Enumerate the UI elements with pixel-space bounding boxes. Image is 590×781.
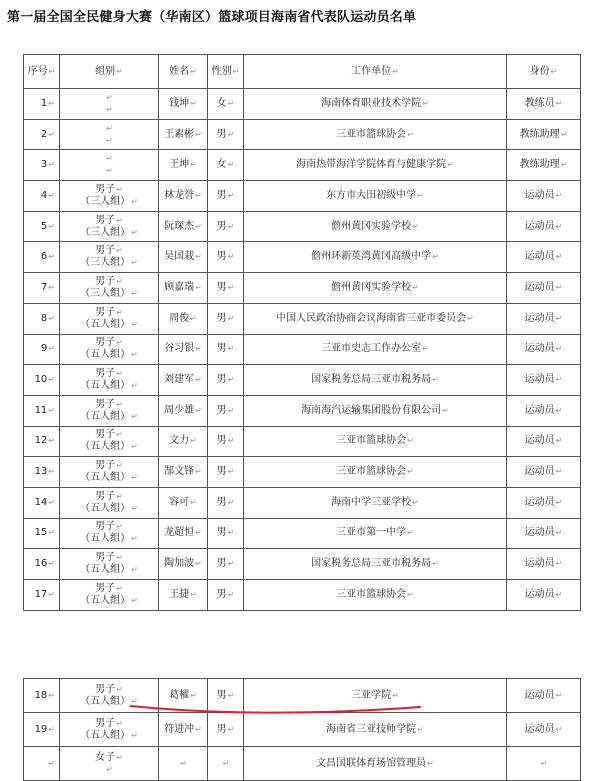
seq-cell-text: 12: [34, 435, 48, 447]
paragraph-mark: ↵: [412, 282, 419, 292]
paragraph-mark: ↵: [555, 375, 563, 385]
unit-cell-text: 海南省三亚技师学院: [326, 723, 417, 735]
group-size: （五人组）: [80, 472, 131, 484]
paragraph-mark: ↵: [432, 375, 439, 385]
role-cell-text: 运动员: [524, 466, 555, 478]
paragraph-mark: ↵: [190, 98, 197, 108]
header-group: 组别↵: [60, 55, 159, 89]
paragraph-mark: ↵: [447, 160, 454, 170]
group-gender: 男子: [95, 214, 116, 226]
unit-cell-text: 三亚学院: [351, 689, 392, 701]
group-size: （三人组）: [80, 257, 131, 269]
paragraph-mark: ↵: [116, 553, 123, 563]
document-title: 第一届全国全民健身大赛（华南区）篮球项目海南省代表队运动员名单: [7, 10, 417, 25]
gender-cell-text: 男: [216, 496, 227, 508]
paragraph-mark: ↵: [227, 497, 235, 507]
paragraph-mark: ↵: [555, 497, 563, 507]
paragraph-mark: ↵: [560, 129, 568, 139]
paragraph-mark: ↵: [407, 589, 414, 599]
group-size: （五人组）: [80, 594, 131, 606]
paragraph-mark: ↵: [555, 252, 563, 262]
group-gender: 男子: [95, 429, 116, 441]
paragraph-mark: ↵: [131, 381, 138, 391]
unit-cell-text: 儋州黄冈实验学校: [331, 281, 412, 293]
paragraph-mark: ↵: [195, 559, 202, 569]
role-cell-text: 运动员: [524, 189, 555, 201]
paragraph-mark: ↵: [555, 467, 563, 477]
paragraph-mark: ↵: [48, 467, 55, 477]
paragraph-mark: ↵: [116, 338, 123, 348]
role-cell-text: 运动员: [524, 558, 555, 570]
role-cell-text: 运动员: [524, 588, 555, 600]
paragraph-mark: ↵: [48, 436, 55, 446]
seq-cell-text: 18: [34, 689, 48, 701]
unit-cell-text: 三亚市第一中学: [336, 527, 407, 539]
role-cell-text: 教练助理: [519, 159, 560, 171]
unit-cell-text: 三亚市篮球协会: [336, 435, 407, 447]
paragraph-mark: ↵: [422, 344, 429, 354]
seq-cell-text: 16: [34, 558, 48, 570]
role-cell-text: 运动员: [524, 374, 555, 386]
group-size: （五人组）: [80, 410, 131, 422]
gender-cell-text: 男: [216, 689, 227, 701]
header-name: 姓名↵: [159, 55, 208, 89]
paragraph-mark: ↵: [427, 758, 434, 768]
seq-cell-text: 9: [40, 343, 48, 355]
seq-cell-text: 3: [40, 159, 48, 171]
name-cell-text: 容可: [169, 496, 190, 508]
unit-cell-text: 儋州黄冈实验学校: [331, 220, 412, 232]
name-cell-text: 刘建军: [164, 374, 195, 386]
paragraph-mark: ↵: [227, 690, 235, 700]
unit-cell-text: 海南体育职业技术学院: [321, 97, 422, 109]
paragraph-mark: ↵: [417, 724, 424, 734]
paragraph-mark: ↵: [392, 690, 399, 700]
paragraph-mark: ↵: [131, 196, 138, 206]
paragraph-mark: ↵: [116, 369, 123, 379]
group-gender: 男子: [95, 521, 116, 533]
paragraph-mark: ↵: [48, 129, 55, 139]
paragraph-mark: ↵: [407, 528, 414, 538]
paragraph-mark: ↵: [131, 442, 138, 452]
paragraph-mark: ↵: [190, 436, 197, 446]
paragraph-mark: ↵: [48, 758, 55, 768]
header-gender: 性别↵: [208, 55, 244, 89]
name-cell-text: 王捷: [169, 588, 190, 600]
paragraph-mark: ↵: [116, 246, 123, 256]
paragraph-mark: ↵: [116, 430, 123, 440]
name-cell-text: 钱坤: [169, 97, 190, 109]
paragraph-mark: ↵: [555, 589, 563, 599]
group-gender: 男子: [95, 683, 116, 695]
paragraph-mark: ↵: [116, 491, 123, 501]
role-cell-text: 教练助理: [519, 128, 560, 140]
paragraph-mark: ↵: [48, 160, 55, 170]
group-gender: 男子: [95, 717, 116, 729]
group-gender: 男子: [95, 460, 116, 472]
gender-cell-text: 男: [216, 251, 227, 263]
gender-cell-text: 女: [216, 97, 227, 109]
group-size: （五人组）: [80, 729, 131, 741]
paragraph-mark: ↵: [116, 718, 123, 728]
paragraph-mark: ↵: [116, 461, 123, 471]
role-cell-text: 运动员: [524, 435, 555, 447]
header-role: 身份↵: [507, 55, 581, 89]
paragraph-mark: ↵: [180, 758, 187, 768]
paragraph-mark: ↵: [116, 399, 123, 409]
paragraph-mark: ↵: [48, 497, 55, 507]
paragraph-mark: ↵: [227, 282, 235, 292]
name-cell-text: 谷习银: [164, 343, 195, 355]
paragraph-mark: ↵: [131, 288, 138, 298]
group-gender: 男子: [95, 183, 116, 195]
paragraph-mark: ↵: [195, 375, 202, 385]
paragraph-mark: ↵: [106, 166, 113, 176]
gender-cell-text: 男: [216, 588, 227, 600]
group-gender: 男子: [95, 275, 116, 287]
gender-cell-text: 男: [216, 723, 227, 735]
seq-cell-text: 10: [34, 374, 48, 386]
paragraph-mark: ↵: [48, 690, 55, 700]
paragraph-mark: ↵: [190, 589, 197, 599]
seq-cell-text: 8: [40, 312, 48, 324]
paragraph-mark: ↵: [195, 221, 202, 231]
paragraph-mark: ↵: [48, 98, 55, 108]
group-gender: 男子: [95, 306, 116, 318]
name-cell-text: 文力: [169, 435, 190, 447]
paragraph-mark: ↵: [555, 98, 563, 108]
unit-cell-text: 国家税务总局三亚市税务局: [311, 558, 432, 570]
seq-cell-text: 15: [34, 527, 48, 539]
paragraph-mark: ↵: [195, 405, 202, 415]
group-size: （五人组）: [80, 695, 131, 707]
paragraph-mark: ↵: [555, 344, 563, 354]
paragraph-mark: ↵: [407, 129, 414, 139]
name-cell-text: 吴国栽: [164, 251, 195, 263]
paragraph-mark: ↵: [190, 690, 197, 700]
role-cell-text: 教练员: [524, 97, 555, 109]
paragraph-mark: ↵: [555, 313, 563, 323]
paragraph-mark: ↵: [227, 129, 235, 139]
paragraph-mark: ↵: [227, 375, 235, 385]
name-cell-text: 林龙誉: [164, 189, 195, 201]
paragraph-mark: ↵: [432, 559, 439, 569]
paragraph-mark: ↵: [442, 405, 449, 415]
paragraph-mark: ↵: [432, 252, 439, 262]
seq-cell-text: 19: [34, 723, 48, 735]
gender-cell-text: 男: [216, 343, 227, 355]
group-gender: 男子: [95, 337, 116, 349]
paragraph-mark: ↵: [412, 497, 419, 507]
paragraph-mark: ↵: [106, 135, 113, 145]
paragraph-mark: ↵: [555, 282, 563, 292]
name-cell-text: 王坤: [169, 159, 190, 171]
name-cell-text: 陶加波: [164, 558, 195, 570]
paragraph-mark: ↵: [131, 730, 138, 740]
name-cell-text: 顾嘉瑞: [164, 281, 195, 293]
group-gender: 男子: [95, 398, 116, 410]
role-cell-text: 运动员: [524, 404, 555, 416]
gender-cell-text: 男: [216, 312, 227, 324]
paragraph-mark: ↵: [227, 221, 235, 231]
paragraph-mark: ↵: [555, 690, 563, 700]
paragraph-mark: ↵: [195, 129, 202, 139]
group-size: （五人组）: [80, 564, 131, 576]
paragraph-mark: ↵: [116, 215, 123, 225]
paragraph-mark: ↵: [555, 559, 563, 569]
group-gender: 男子: [95, 552, 116, 564]
gender-cell-text: 女: [216, 159, 227, 171]
paragraph-mark: ↵: [190, 160, 197, 170]
gender-cell-text: 男: [216, 128, 227, 140]
paragraph-mark: ↵: [106, 764, 113, 774]
group-size: （三人组）: [80, 287, 131, 299]
group-size: （三人组）: [80, 226, 131, 238]
paragraph-mark: ↵: [227, 313, 235, 323]
paragraph-mark: ↵: [407, 436, 414, 446]
paragraph-mark: ↵: [48, 375, 55, 385]
paragraph-mark: ↵: [131, 350, 138, 360]
unit-cell-text: 文昌国联体育场馆管理员: [316, 757, 427, 769]
paragraph-mark: ↵: [227, 724, 235, 734]
paragraph-mark: ↵: [131, 534, 138, 544]
gender-cell-text: 男: [216, 435, 227, 447]
gender-cell-text: 男: [216, 404, 227, 416]
group-size: （五人组）: [80, 441, 131, 453]
paragraph-mark: ↵: [540, 758, 548, 768]
paragraph-mark: ↵: [48, 559, 55, 569]
paragraph-mark: ↵: [555, 190, 563, 200]
paragraph-mark: ↵: [227, 252, 235, 262]
unit-cell-text: 三亚市篮球协会: [336, 128, 407, 140]
unit-cell-text: 东方市大田初级中学: [326, 189, 417, 201]
paragraph-mark: ↵: [106, 104, 113, 114]
paragraph-mark: ↵: [131, 227, 138, 237]
unit-cell-text: 三亚市史志工作办公室: [321, 343, 422, 355]
paragraph-mark: ↵: [116, 184, 123, 194]
seq-cell-text: 7: [40, 281, 48, 293]
paragraph-mark: ↵: [227, 589, 235, 599]
name-cell-text: 郜文锋: [164, 466, 195, 478]
paragraph-mark: ↵: [555, 436, 563, 446]
name-cell-text: 龙超恒: [164, 527, 195, 539]
gender-cell-text: 男: [216, 527, 227, 539]
gender-cell-text: 男: [216, 466, 227, 478]
paragraph-mark: ↵: [227, 559, 235, 569]
unit-cell-text: 中国人民政治协商会议海南省三亚市委员会: [276, 312, 467, 324]
unit-cell-text: 海南热带海洋学院体育与健康学院: [296, 159, 447, 171]
paragraph-mark: ↵: [131, 696, 138, 706]
name-cell-text: 符进冲: [164, 723, 195, 735]
paragraph-mark: ↵: [227, 190, 235, 200]
unit-cell-text: 海南海汽运输集团股份有限公司: [301, 404, 442, 416]
paragraph-mark: ↵: [48, 528, 55, 538]
group-line-2: [60, 764, 158, 776]
paragraph-mark: ↵: [227, 467, 235, 477]
paragraph-mark: ↵: [116, 752, 123, 762]
paragraph-mark: ↵: [48, 313, 55, 323]
unit-cell-text: 儋州环新英湾黄冈高级中学: [311, 251, 432, 263]
group-gender: 男子: [95, 245, 116, 257]
gender-cell-text: 男: [216, 220, 227, 232]
paragraph-mark: ↵: [195, 190, 202, 200]
paragraph-mark: ↵: [106, 123, 113, 133]
paragraph-mark: ↵: [422, 98, 429, 108]
paragraph-mark: ↵: [467, 313, 474, 323]
paragraph-mark: ↵: [116, 307, 123, 317]
paragraph-mark: ↵: [116, 276, 123, 286]
role-cell-text: 运动员: [524, 527, 555, 539]
paragraph-mark: ↵: [195, 528, 202, 538]
paragraph-mark: ↵: [227, 98, 235, 108]
role-cell-text: 运动员: [524, 689, 555, 701]
paragraph-mark: ↵: [48, 405, 55, 415]
paragraph-mark: ↵: [106, 154, 113, 164]
paragraph-mark: ↵: [48, 589, 55, 599]
gender-cell-text: 男: [216, 281, 227, 293]
role-cell-text: 运动员: [524, 343, 555, 355]
name-cell-text: 周俊: [169, 312, 190, 324]
paragraph-mark: ↵: [195, 282, 202, 292]
paragraph-mark: ↵: [195, 344, 202, 354]
group-gender: 男子: [95, 582, 116, 594]
paragraph-mark: ↵: [116, 522, 123, 532]
paragraph-mark: ↵: [48, 252, 55, 262]
paragraph-mark: ↵: [131, 595, 138, 605]
paragraph-mark: ↵: [222, 758, 230, 768]
header-seq: 序号↵: [24, 55, 60, 89]
group-line-1: [60, 752, 158, 764]
paragraph-mark: ↵: [227, 528, 235, 538]
paragraph-mark: ↵: [131, 565, 138, 575]
name-cell-text: 阮琛杰: [164, 220, 195, 232]
gender-cell-text: 男: [216, 374, 227, 386]
name-cell-text: 周少雄: [164, 404, 195, 416]
unit-cell-text: 国家税务总局三亚市税务局: [311, 374, 432, 386]
paragraph-mark: ↵: [48, 282, 55, 292]
seq-cell-text: 13: [34, 466, 48, 478]
group-size: （五人组）: [80, 502, 131, 514]
group-size: （三人组）: [80, 195, 131, 207]
paragraph-mark: ↵: [555, 724, 563, 734]
group-gender: 男子: [95, 368, 116, 380]
group-size: （五人组）: [80, 533, 131, 545]
name-cell-text: 葛櫂: [169, 689, 190, 701]
paragraph-mark: ↵: [131, 473, 138, 483]
paragraph-mark: ↵: [106, 92, 113, 102]
seq-cell-text: 4: [40, 189, 48, 201]
role-cell-text: 运动员: [524, 723, 555, 735]
seq-cell-text: 1: [40, 97, 48, 109]
paragraph-mark: ↵: [560, 160, 568, 170]
gender-cell-text: 男: [216, 558, 227, 570]
name-cell-text: 王素彬: [164, 128, 195, 140]
paragraph-mark: ↵: [190, 497, 197, 507]
paragraph-mark: ↵: [227, 160, 235, 170]
group-gender: 女子: [95, 751, 116, 763]
seq-cell-text: 5: [40, 220, 48, 232]
role-cell-text: 运动员: [524, 496, 555, 508]
paragraph-mark: ↵: [131, 258, 138, 268]
unit-cell-text: 三亚市篮球协会: [336, 588, 407, 600]
paragraph-mark: ↵: [555, 405, 563, 415]
role-cell-text: 运动员: [524, 251, 555, 263]
unit-cell-text: 海南中学三亚学校: [331, 496, 412, 508]
paragraph-mark: ↵: [195, 467, 202, 477]
paragraph-mark: ↵: [131, 503, 138, 513]
paragraph-mark: ↵: [48, 344, 55, 354]
group-size: （五人组）: [80, 318, 131, 330]
paragraph-mark: ↵: [227, 405, 235, 415]
paragraph-mark: ↵: [195, 724, 202, 734]
gender-cell-text: 男: [216, 189, 227, 201]
group-size: （五人组）: [80, 349, 131, 361]
paragraph-mark: ↵: [48, 221, 55, 231]
paragraph-mark: ↵: [48, 190, 55, 200]
paragraph-mark: ↵: [116, 684, 123, 694]
paragraph-mark: ↵: [131, 411, 138, 421]
paragraph-mark: ↵: [555, 221, 563, 231]
paragraph-mark: ↵: [227, 344, 235, 354]
header-unit: 工作单位↵: [244, 55, 507, 89]
paragraph-mark: ↵: [417, 190, 424, 200]
seq-cell-text: 17: [34, 588, 48, 600]
seq-cell-text: 11: [34, 404, 48, 416]
group-size: （五人组）: [80, 380, 131, 392]
role-cell-text: 运动员: [524, 281, 555, 293]
unit-cell-text: 三亚市篮球协会: [336, 466, 407, 478]
paragraph-mark: ↵: [195, 252, 202, 262]
paragraph-mark: ↵: [116, 583, 123, 593]
paragraph-mark: ↵: [227, 436, 235, 446]
seq-cell-text: 2: [40, 128, 48, 140]
group-gender: 男子: [95, 490, 116, 502]
paragraph-mark: ↵: [555, 528, 563, 538]
paragraph-mark: ↵: [190, 313, 197, 323]
paragraph-mark: ↵: [48, 724, 55, 734]
paragraph-mark: ↵: [407, 467, 414, 477]
role-cell-text: 运动员: [524, 220, 555, 232]
role-cell-text: 运动员: [524, 312, 555, 324]
paragraph-mark: ↵: [131, 319, 138, 329]
seq-cell-text: 14: [34, 496, 48, 508]
seq-cell-text: 6: [40, 251, 48, 263]
paragraph-mark: ↵: [412, 221, 419, 231]
